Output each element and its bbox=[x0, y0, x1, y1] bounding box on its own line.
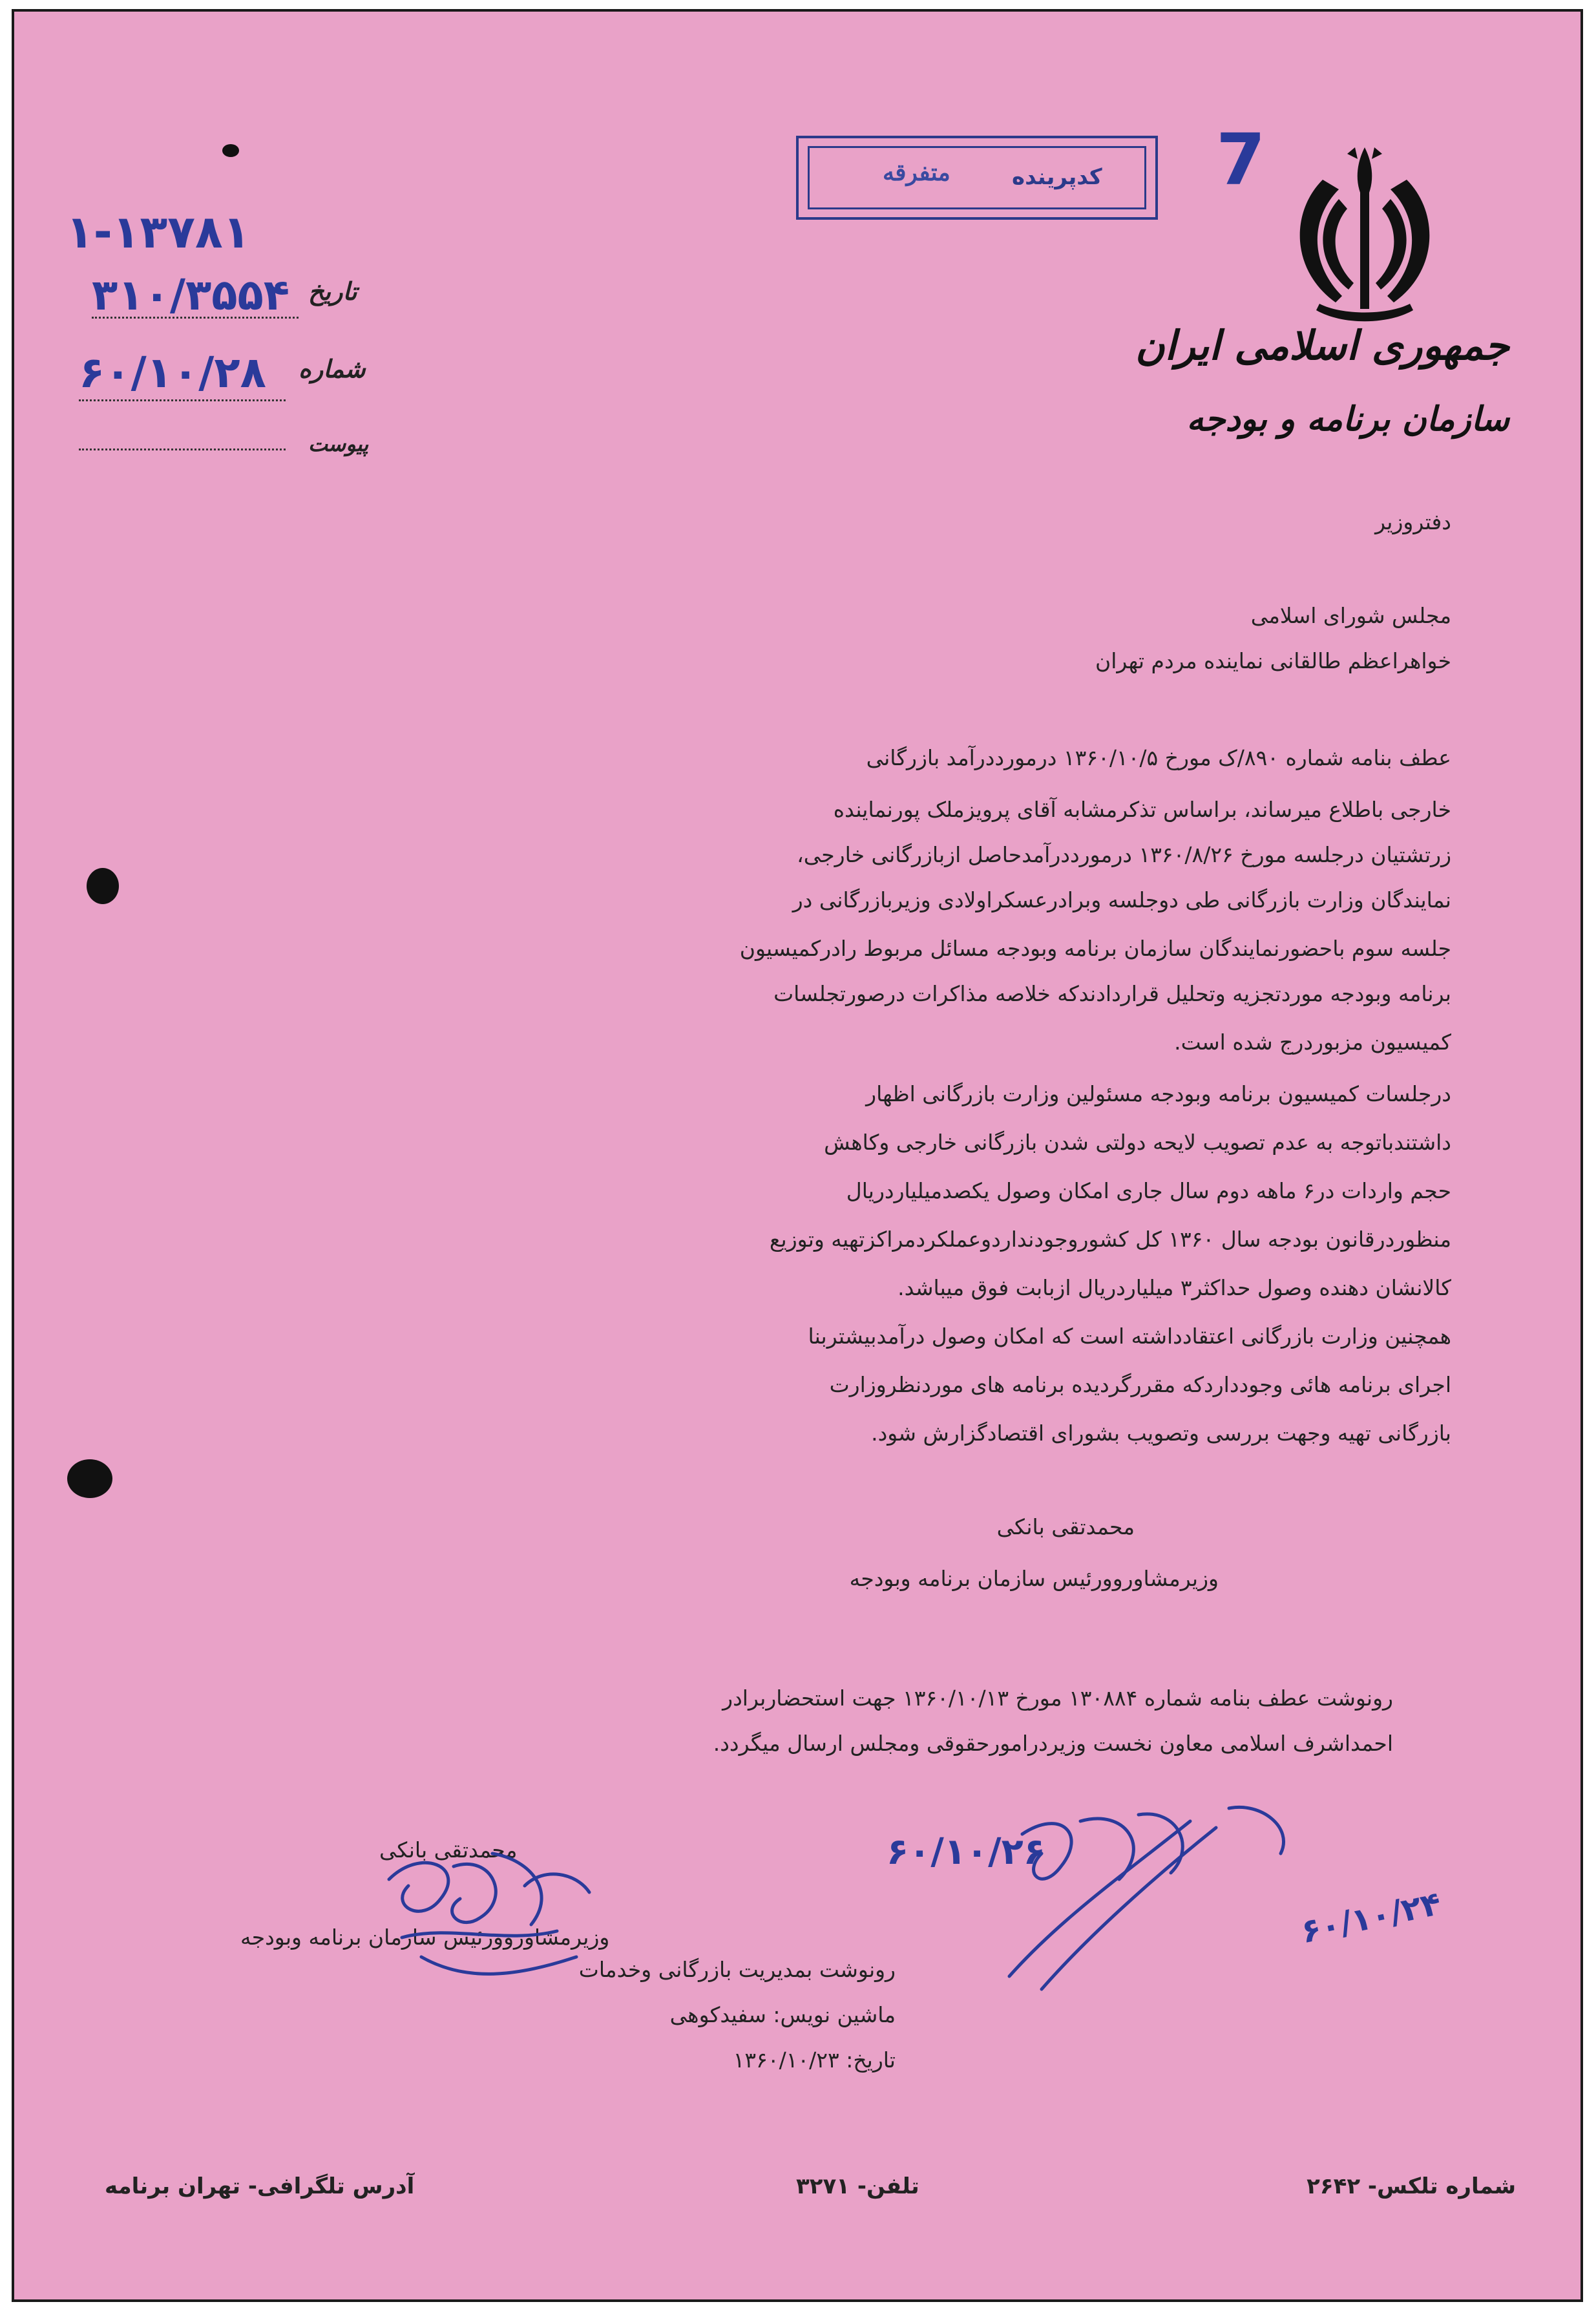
cc-line: رونوشت بمدیریت بازرگانی وخدمات bbox=[578, 1957, 896, 1982]
signer-name: محمدتقی بانکی bbox=[996, 1514, 1135, 1539]
body-line: نمایندگان وزارت بازرگانی طی دوجلسه وبرادرعسکراولادی وزیربازرگانی در bbox=[792, 887, 1451, 913]
footer-telegraph: آدرس تلگرافی- تهران برنامه bbox=[105, 2173, 415, 2199]
footer-phone: تلفن- ۳۲۷۱ bbox=[796, 2173, 919, 2199]
body-line: کالانشان دهنده وصول حداکثر۳ میلیاردریال ازبابت فوق میباشد. bbox=[898, 1275, 1451, 1300]
office-line: دفتروزیر bbox=[1375, 509, 1451, 534]
body-line: کمیسیون مزبوردرج شده است. bbox=[1174, 1030, 1451, 1055]
handwritten-signature bbox=[363, 1828, 609, 1996]
date-label: تاریخ bbox=[308, 277, 357, 306]
body-line: عطف بنامه شماره ۸۹۰/ک مورخ ۱۳۶۰/۱۰/۵ درمورددرآمد بازرگانی bbox=[866, 745, 1451, 770]
signer2-title: وزیرمشاوروورئیس سازمان برنامه وبودجه bbox=[240, 1925, 610, 1950]
copy-line-1: رونوشت عطف بنامه شماره ۱۳۰۸۸۴ مورخ ۱۳۶۰/۱۰/۱۳ جهت استحضاربرادر bbox=[722, 1685, 1393, 1711]
body-line: جلسه سوم باحضورنمایندگان سازمان برنامه وبودجه مسائل مربوط رادرکمیسیون bbox=[739, 936, 1451, 961]
handwritten-ref-top: ۱-۱۳۷۸۱ bbox=[66, 206, 251, 259]
punch-hole-top bbox=[222, 144, 239, 157]
handwritten-date-2: ۶۰/۱۰/۲۴ bbox=[1297, 1884, 1445, 1951]
registry-stamp bbox=[796, 136, 1158, 220]
body-line: منظوردرقانون بودجه سال ۱۳۶۰ کل کشوروجودنداردوعملکردمراکزتهیه وتوزیع bbox=[769, 1227, 1451, 1252]
stamp-text: متفرقه bbox=[883, 159, 950, 186]
signer-title: وزیرمشاوروورئیس سازمان برنامه وبودجه bbox=[849, 1566, 1219, 1591]
handwritten-date: ۳۱۰/۳۵۵۴ bbox=[92, 270, 290, 320]
handwritten-scribble bbox=[983, 1782, 1319, 2002]
body-line: برنامه وبودجه موردتجزیه وتحلیل قراردادندکه خلاصه مذاکرات درصورتجلسات bbox=[773, 981, 1451, 1006]
handwritten-number: ۶۰/۱۰/۲۸ bbox=[79, 348, 266, 397]
addressee-line-2: خواهراعظم طالقانی نماینده مردم تهران bbox=[1095, 648, 1451, 673]
body-line: بازرگانی تهیه وجهت بررسی وتصویب بشورای اقتصادگزارش شود. bbox=[871, 1421, 1451, 1446]
body-line: خارجی باطلاع میرساند، براساس تذکرمشابه آقای پرویزملک پورنماینده bbox=[833, 797, 1451, 822]
body-line: حجم واردات در۶ ماهه دوم سال جاری امکان وصول یکصدمیلیاردریال bbox=[846, 1178, 1451, 1203]
margin-number: 7 bbox=[1216, 118, 1266, 201]
letter-page bbox=[12, 9, 1583, 2302]
attachment-label: پیوست bbox=[308, 432, 369, 456]
body-line: زرتشتیان درجلسه مورخ ۱۳۶۰/۸/۲۶ درمورددرآمدحاصل ازبازرگانی خارجی، bbox=[797, 842, 1451, 867]
addressee-line-1: مجلس شورای اسلامی bbox=[1250, 603, 1451, 628]
body-line: داشتندباتوجه به عدم تصویب لایحه دولتی شدن بازرگانی خارجی وکاهش bbox=[824, 1130, 1451, 1155]
body-line: همچنین وزارت بازرگانی اعتقادداشته است که امکان وصول درآمدبیشتربنا bbox=[808, 1324, 1451, 1349]
stamp-label: کدپرینده bbox=[1012, 164, 1102, 190]
body-line: اجرای برنامه هائی وجودداردکه مقررگردیده برنامه های موردنظروزارت bbox=[829, 1372, 1451, 1397]
signer2-name: محمدتقی بانکی bbox=[379, 1837, 518, 1863]
emblem-logo bbox=[1277, 141, 1452, 328]
typed-date: تاریخ: ۱۳۶۰/۱۰/۲۳ bbox=[733, 2047, 896, 2073]
number-underline bbox=[79, 399, 286, 401]
number-label: شماره bbox=[299, 354, 366, 383]
copy-line-2: احمداشرف اسلامی معاون نخست وزیردرامورحقوقی ومجلس ارسال میگردد. bbox=[713, 1731, 1393, 1756]
punch-hole-bottom bbox=[67, 1459, 112, 1498]
org-line-1: جمهوری اسلامی ایران bbox=[1135, 322, 1509, 369]
body-line: درجلسات کمیسیون برنامه وبودجه مسئولین وزارت بازرگانی اظهار bbox=[866, 1081, 1451, 1106]
footer-telex: شماره تلکس- ۲۶۴۲ bbox=[1307, 2173, 1516, 2199]
attachment-underline bbox=[79, 449, 286, 450]
typist-line: ماشین نویس: سفیدکوهی bbox=[669, 2002, 896, 2027]
handwritten-date-1: ۶۰/۱۰/۲۶ bbox=[887, 1831, 1045, 1873]
date-underline bbox=[92, 317, 299, 319]
org-line-2: سازمان برنامه و بودجه bbox=[1186, 399, 1509, 439]
punch-hole-mid bbox=[87, 868, 119, 904]
